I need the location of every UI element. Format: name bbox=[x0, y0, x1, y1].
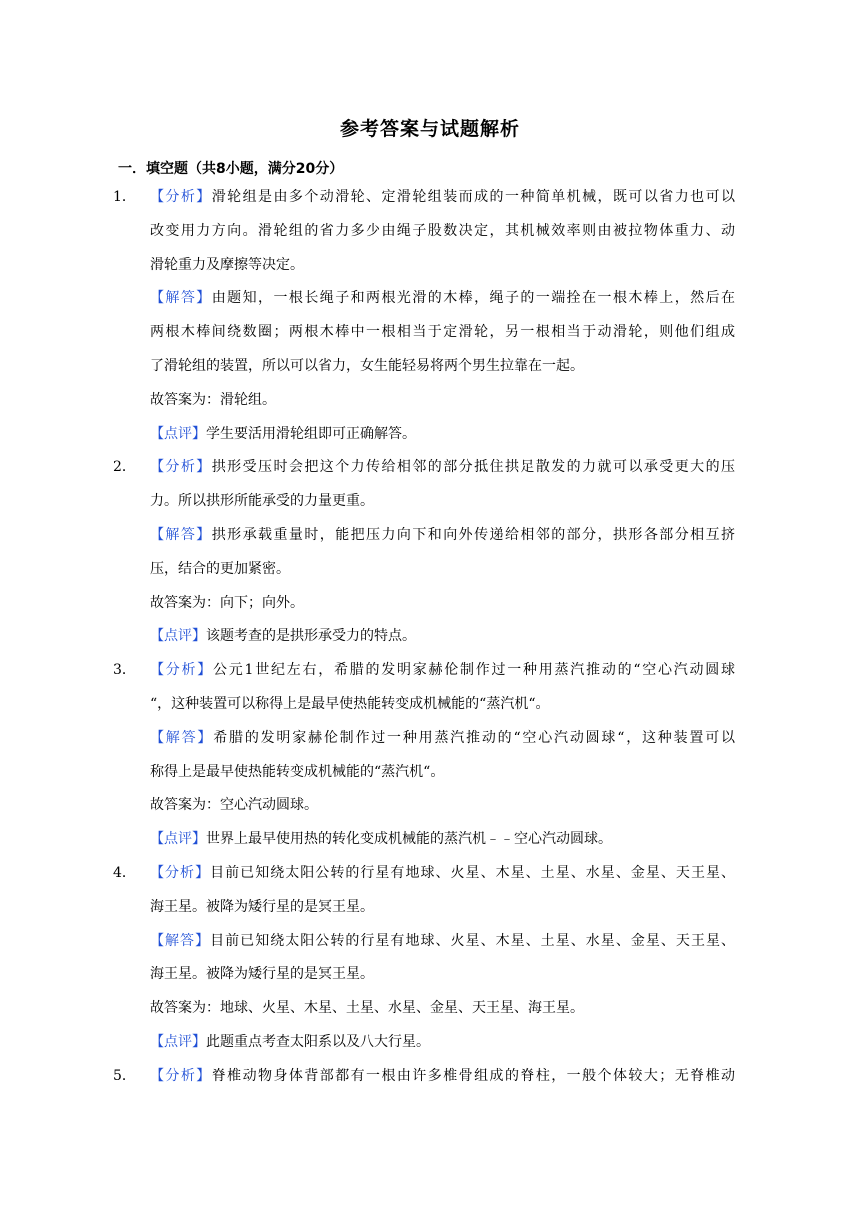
solution-line: 【解答】目前已知绕太阳公转的行星有地球、火星、木星、土星、水星、金星、天王星、 bbox=[150, 932, 735, 949]
answer-list bbox=[113, 181, 735, 1094]
page-title: 参考答案与试题解析 bbox=[339, 118, 520, 140]
solution-line: 了滑轮组的装置，所以可以省力，女生能轻易将两个男生拉靠在一起。 bbox=[150, 357, 584, 374]
comment-line: 【点评】该题考查的是拱形承受力的特点。 bbox=[150, 628, 416, 645]
item-number: 5． bbox=[113, 1067, 136, 1084]
analysis-line: 【分析】目前已知绕太阳公转的行星有地球、火星、木星、土星、水星、金星、天王星、 bbox=[150, 864, 735, 881]
analysis-line: 【分析】滑轮组是由多个动滑轮、定滑轮组装而成的一种简单机械，既可以省力也可以 bbox=[150, 189, 735, 205]
item-number: 4． bbox=[113, 864, 136, 881]
analysis-line: 力。所以拱形所能承受的力量更重。 bbox=[150, 493, 374, 510]
comment-tag: 【点评】 bbox=[150, 628, 206, 645]
analysis-tag: 【分析】 bbox=[150, 459, 212, 476]
answer-line: 故答案为：向下；向外。 bbox=[150, 594, 304, 611]
solution-tag: 【解答】 bbox=[150, 729, 214, 746]
answer-item bbox=[113, 654, 735, 857]
analysis-line: 海王星。被降为矮行星的是冥王星。 bbox=[150, 898, 374, 915]
analysis-line: “，这种装置可以称得上是最早使热能转变成机械能的“蒸汽机“。 bbox=[150, 695, 550, 712]
solution-line: 称得上是最早使热能转变成机械能的“蒸汽机“。 bbox=[150, 763, 445, 780]
analysis-tag: 【分析】 bbox=[150, 189, 212, 205]
solution-line: 海王星。被降为矮行星的是冥王星。 bbox=[150, 966, 374, 983]
item-number: 1． bbox=[113, 189, 136, 205]
comment-tag: 【点评】 bbox=[150, 831, 206, 848]
analysis-tag: 【分析】 bbox=[150, 662, 214, 679]
solution-tag: 【解答】 bbox=[150, 932, 211, 949]
solution-tag: 【解答】 bbox=[150, 526, 212, 543]
comment-tag: 【点评】 bbox=[150, 1033, 206, 1050]
analysis-tag: 【分析】 bbox=[150, 1067, 212, 1084]
comment-line: 【点评】此题重点考查太阳系以及八大行星。 bbox=[150, 1033, 430, 1050]
solution-tag: 【解答】 bbox=[150, 290, 212, 307]
answer-item bbox=[113, 451, 735, 654]
solution-line: 压，结合的更加紧密。 bbox=[150, 560, 290, 577]
answer-item bbox=[113, 1060, 735, 1094]
answer-item bbox=[113, 181, 735, 451]
comment-tag: 【点评】 bbox=[150, 425, 206, 442]
answer-line: 故答案为：地球、火星、木星、土星、水星、金星、天王星、海王星。 bbox=[150, 1000, 584, 1017]
solution-line: 【解答】由题知，一根长绳子和两根光滑的木棒，绳子的一端拴在一根木棒上，然后在 bbox=[150, 290, 735, 307]
item-number: 3． bbox=[113, 662, 136, 679]
analysis-line: 改变用力方向。滑轮组的省力多少由绳子股数决定，其机械效率则由被拉物体重力、动 bbox=[150, 222, 735, 239]
solution-line: 【解答】拱形承载重量时，能把压力向下和向外传递给相邻的部分，拱形各部分相互挤 bbox=[150, 526, 735, 543]
comment-line: 【点评】世界上最早使用热的转化变成机械能的蒸汽机﹣﹣空心汽动圆球。 bbox=[150, 831, 612, 848]
solution-line: 【解答】希腊的发明家赫伦制作过一种用蒸汽推动的“空心汽动圆球“，这种装置可以 bbox=[150, 729, 735, 746]
answer-line: 故答案为：空心汽动圆球。 bbox=[150, 797, 318, 814]
analysis-tag: 【分析】 bbox=[150, 864, 211, 881]
comment-line: 【点评】学生要活用滑轮组即可正确解答。 bbox=[150, 425, 416, 442]
analysis-line: 滑轮重力及摩擦等决定。 bbox=[150, 256, 304, 273]
section-heading: 一．填空题（共8小题，满分20分） bbox=[118, 161, 344, 177]
answer-line: 故答案为：滑轮组。 bbox=[150, 391, 276, 408]
analysis-line: 【分析】拱形受压时会把这个力传给相邻的部分抵住拱足散发的力就可以承受更大的压 bbox=[150, 459, 735, 476]
item-number: 2． bbox=[113, 459, 136, 476]
analysis-line: 【分析】脊椎动物身体背部都有一根由许多椎骨组成的脊柱，一般个体较大；无脊椎动 bbox=[150, 1067, 735, 1084]
solution-line: 两根木棒间绕数圈；两根木棒中一根相当于定滑轮，另一根相当于动滑轮，则他们组成 bbox=[150, 324, 735, 341]
answer-item bbox=[113, 857, 735, 1060]
analysis-line: 【分析】公元1世纪左右，希腊的发明家赫伦制作过一种用蒸汽推动的“空心汽动圆球 bbox=[150, 662, 735, 679]
